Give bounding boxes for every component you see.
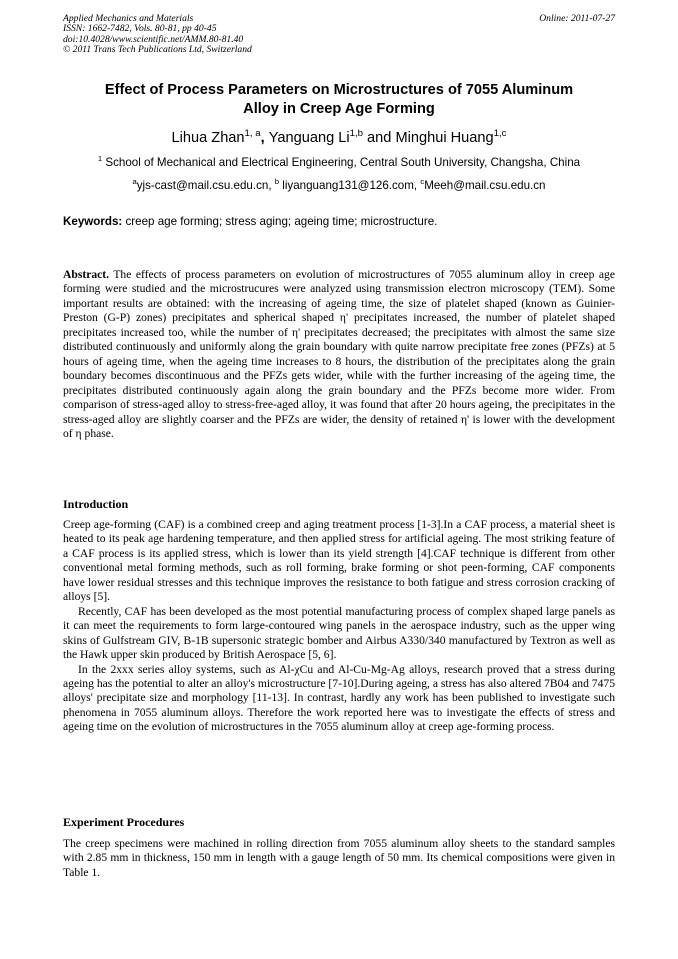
- author-list: [63, 129, 615, 147]
- paragraph: Recently, CAF has been developed as the most potential manufacturing process of complex shaped large panels as it can meet the requirements to form large-contoured wing panels in the aerospace industry, such as the upper wing skins of Gulfstream GIV, B-1B supersonic strategic bomber and Airbus A330/340 manufactured by Textron as well as the Hawk upper skin produced by British Aerospace [5, 6].: [63, 604, 615, 662]
- journal-name: Applied Mechanics and Materials: [63, 13, 194, 24]
- paragraph: Creep age-forming (CAF) is a combined creep and aging treatment process [1-3].In a CAF process, a material sheet is heated to its peak age hardening temperature, and then applied stress for artificial ageing. The most striking feature of a CAF process is its applied stress, which is lower than its yield strength [4].CAF technique is different from other conventional metal forming methods, such as roll forming, brake forming or shot peen-forming, CAF components have lower residual stresses and this technique improves the resistance to both fatigue and stress corrosion cracking of alloys [5].: [63, 518, 615, 604]
- introduction-body: [63, 518, 615, 735]
- email-address: Meeh@mail.csu.edu.cn: [424, 179, 546, 192]
- affiliation: [63, 156, 615, 170]
- keywords-label: Keywords:: [63, 215, 123, 228]
- section-heading-introduction: Introduction: [63, 497, 129, 511]
- doi-line: doi:10.4028/www.scientific.net/AMM.80-81.40: [63, 33, 244, 45]
- affiliation-mark: 1: [97, 154, 103, 164]
- abstract: [63, 268, 615, 441]
- experiment-body: [63, 837, 615, 880]
- author-separator: ,: [260, 130, 269, 146]
- title-line-1: Effect of Process Parameters on Microstructures of 7055 Aluminum: [104, 82, 574, 98]
- email-mark: a: [132, 177, 137, 187]
- author-emails: [63, 179, 615, 193]
- author-name: Yanguang Li: [268, 130, 350, 146]
- online-date: Online: 2011-07-27: [539, 13, 615, 24]
- abstract-text: The effects of process parameters on evolution of microstructures of 7055 aluminum alloy in creep age forming were studied and the microstrucures were analyzed using transmission electron microscopy (TEM). Some important results are obtained: with the increasing of ageing time, the size of platelet shaped (known as Guinier-Preston (G-P) zones) precipitates and spherical shaped η' precipitates increased, the number of platelet shaped precipitates increased too, while the number of η' precipitates decreased; the precipitates with almost the same size distributed continuously and uniformly along the grain boundary with quite narrow precipitate free zones (PFZs) at 5 hours of ageing time, when the ageing time increases to 8 hours, the distribution of the precipitates along the grain boundary becomes discontinuous and the PFZs gets wider, while with the further increasing of the ageing time, the precipitates distributed continuously again along the grain boundary and the PFZs become more wider. From comparison of stress-aged alloy to stress-free-aged alloy, it was found that after 20 hours ageing, the precipitates in the stress-aged alloy are slightly coarser and the PFZs are wider, the density of retained η' is lower with the development of η phase.: [63, 268, 615, 440]
- author-name: Lihua Zhan: [171, 130, 245, 146]
- email-address: yjs-cast@mail.csu.edu.cn,: [136, 179, 275, 192]
- email-mark: b: [274, 177, 280, 187]
- copyright-line: © 2011 Trans Tech Publications Ltd, Switzerland: [63, 44, 252, 56]
- keywords-text: creep age forming; stress aging; ageing time; microstructure.: [122, 215, 438, 228]
- email-mark: c: [420, 177, 425, 187]
- paragraph: The creep specimens were machined in rolling direction from 7055 aluminum alloy sheets to the standard samples with 2.85 mm in thickness, 150 mm in length with a gauge length of 50 mm. Its chemical compositions were given in Table 1.: [63, 837, 615, 879]
- issn-line: ISSN: 1662-7482, Vols. 80-81, pp 40-45: [63, 23, 217, 35]
- section-heading-experiment-procedures: Experiment Procedures: [63, 815, 185, 829]
- author-affiliation-mark: 1,b: [349, 128, 363, 140]
- paragraph: In the 2xxx series alloy systems, such as Al-χCu and Al-Cu-Mg-Ag alloys, research proved that a stress during ageing has the potential to alter an alloy's microstructure [7-10].During ageing, a stress has also altered 7B04 and 7475 alloys' precipitate size and morphology [11-13]. In contrast, hardly any work has been published to investigate such phenomena in 7055 aluminum alloys. Therefore the work reported here was to investigate the effects of stress and ageing time on the evolution of microstructures in the 7055 aluminum alloy at creep age-forming process.: [63, 662, 615, 734]
- author-affiliation-mark: 1, a: [244, 128, 261, 140]
- author-affiliation-mark: 1,c: [493, 128, 507, 140]
- author-separator: and: [363, 130, 396, 146]
- keywords: [63, 215, 615, 229]
- title-line-2: Alloy in Creep Age Forming: [243, 101, 435, 117]
- abstract-label: Abstract.: [63, 268, 110, 281]
- email-address: liyanguang131@126.com,: [279, 179, 421, 192]
- paper-title: [63, 81, 615, 119]
- journal-header: [63, 14, 615, 56]
- author-name: Minghui Huang: [395, 130, 494, 146]
- affiliation-text: School of Mechanical and Electrical Engineering, Central South University, Changsha, China: [102, 156, 581, 169]
